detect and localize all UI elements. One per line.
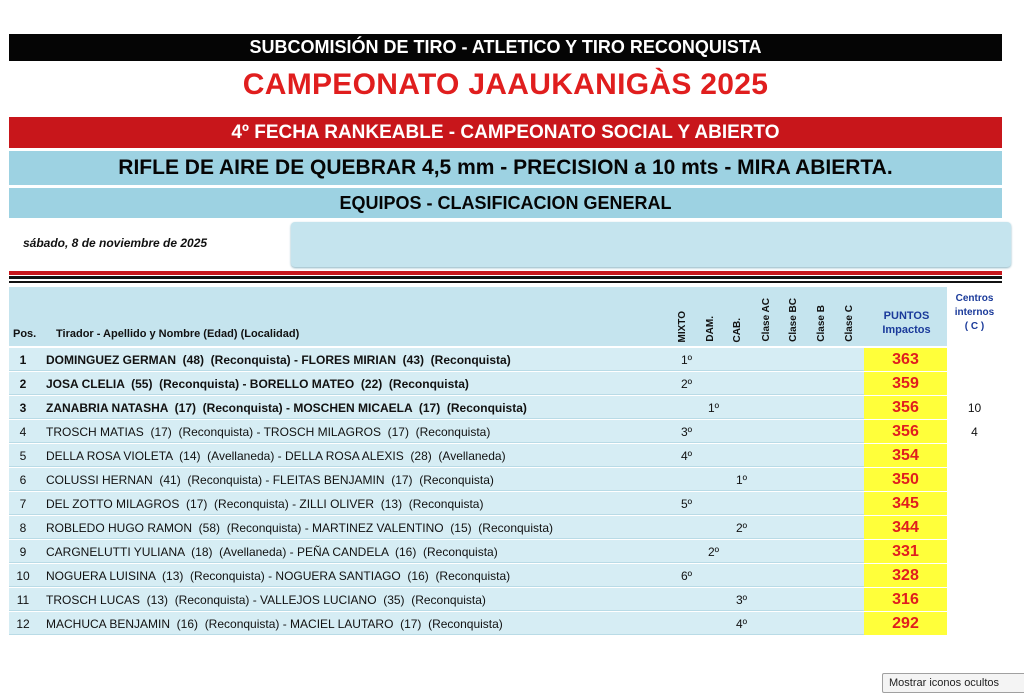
event-date: sábado, 8 de noviembre de 2025 (23, 236, 208, 250)
row-mixto-place: 5º (681, 497, 693, 511)
row-competitors: ZANABRIA NATASHA (17) (Reconquista) - MOSCHEN MICAELA (17) (Reconquista) (46, 401, 527, 415)
table-row (9, 372, 1002, 395)
row-cab-place: 4º (736, 617, 748, 631)
row-points: 331 (864, 540, 947, 563)
table-row (9, 612, 1002, 635)
row-competitors: TROSCH MATIAS (17) (Reconquista) - TROSCH MILAGROS (17) (Reconquista) (46, 425, 491, 439)
header-centros-label: Centros (955, 293, 994, 304)
row-points: 350 (864, 468, 947, 491)
row-competitors: DEL ZOTTO MILAGROS (17) (Reconquista) - ZILLI OLIVER (13) (Reconquista) (46, 497, 484, 511)
results-table (9, 287, 1002, 639)
row-mixto-place: 6º (681, 569, 693, 583)
divider-red (9, 271, 1002, 275)
date-band (9, 222, 1002, 268)
row-position: 11 (16, 593, 30, 607)
row-position: 4 (19, 425, 27, 439)
club-header: SUBCOMISIÓN DE TIRO - ATLETICO Y TIRO RECONQUISTA (9, 34, 1002, 61)
row-position: 3 (19, 401, 27, 415)
row-mixto-place: 1º (681, 353, 693, 367)
header-puntos (866, 306, 947, 346)
row-points: 359 (864, 372, 947, 395)
row-points: 316 (864, 588, 947, 611)
row-position: 2 (19, 377, 27, 391)
table-row (9, 468, 1002, 491)
row-centros: 10 (967, 401, 982, 415)
date-panel (291, 222, 1011, 267)
championship-title: CAMPEONATO JAAUKANIGÀS 2025 (9, 62, 1002, 108)
row-position: 7 (19, 497, 27, 511)
header-c-label: ( C ) (964, 321, 985, 332)
table-row (9, 396, 1002, 419)
table-row (9, 420, 1002, 443)
classification-banner: EQUIPOS - CLASIFICACION GENERAL (9, 188, 1002, 218)
table-row (9, 444, 1002, 467)
header-centros (947, 292, 1002, 334)
row-points: 344 (864, 516, 947, 539)
row-points: 356 (864, 420, 947, 443)
row-competitors: MACHUCA BENJAMIN (16) (Reconquista) - MACIEL LAUTARO (17) (Reconquista) (46, 617, 503, 631)
discipline-banner: RIFLE DE AIRE DE QUEBRAR 4,5 mm - PRECISION a 10 mts - MIRA ABIERTA. (9, 151, 1002, 185)
table-row (9, 516, 1002, 539)
event-round-banner: 4º FECHA RANKEABLE - CAMPEONATO SOCIAL Y ABIERTO (9, 117, 1002, 148)
row-position: 5 (19, 449, 27, 463)
row-competitors: COLUSSI HERNAN (41) (Reconquista) - FLEITAS BENJAMIN (17) (Reconquista) (46, 473, 494, 487)
row-competitors: CARGNELUTTI YULIANA (18) (Avellaneda) - PEÑA CANDELA (16) (Reconquista) (46, 545, 498, 559)
table-row (9, 564, 1002, 587)
show-hidden-icons-button[interactable]: Mostrar iconos ocultos (882, 673, 1024, 693)
header-pos: Pos. (13, 328, 37, 340)
header-cab: CAB. (732, 317, 743, 342)
header-clase-bc: Clase BC (788, 298, 799, 342)
table-row (9, 492, 1002, 515)
header-dam: DAM. (705, 316, 716, 342)
row-mixto-place: 3º (681, 425, 693, 439)
row-position: 8 (19, 521, 27, 535)
header-name: Tirador - Apellido y Nombre (Edad) (Localidad) (56, 328, 300, 340)
divider-black (9, 276, 1002, 279)
row-cab-place: 1º (736, 473, 748, 487)
table-row (9, 588, 1002, 611)
header-internos-label: internos (954, 307, 995, 318)
row-position: 10 (16, 569, 30, 583)
header-puntos-label: PUNTOS (883, 310, 930, 322)
row-points: 345 (864, 492, 947, 515)
row-competitors: DELLA ROSA VIOLETA (14) (Avellaneda) - DELLA ROSA ALEXIS (28) (Avellaneda) (46, 449, 506, 463)
row-points: 328 (864, 564, 947, 587)
header-impactos-label: Impactos (882, 324, 931, 336)
header-clase-c: Clase C (844, 305, 855, 342)
row-mixto-place: 2º (681, 377, 693, 391)
table-row (9, 540, 1002, 563)
row-points: 292 (864, 612, 947, 635)
row-mixto-place: 4º (681, 449, 693, 463)
header-clase-b: Clase B (816, 305, 827, 342)
header-clase-ac: Clase AC (761, 298, 772, 342)
row-competitors: ROBLEDO HUGO RAMON (58) (Reconquista) - MARTINEZ VALENTINO (15) (Reconquista) (46, 521, 554, 535)
row-centros: 4 (971, 425, 978, 439)
row-dam-place: 1º (708, 401, 720, 415)
row-dam-place: 2º (708, 545, 720, 559)
header-mixto: MIXTO (677, 310, 688, 342)
row-position: 12 (16, 617, 30, 631)
row-position: 6 (19, 473, 27, 487)
row-points: 356 (864, 396, 947, 419)
row-competitors: TROSCH LUCAS (13) (Reconquista) - VALLEJOS LUCIANO (35) (Reconquista) (46, 593, 486, 607)
divider-black-thin (9, 281, 1002, 283)
table-header (9, 287, 1002, 346)
row-position: 9 (19, 545, 27, 559)
row-competitors: JOSA CLELIA (55) (Reconquista) - BORELLO MATEO (22) (Reconquista) (46, 377, 469, 391)
row-competitors: NOGUERA LUISINA (13) (Reconquista) - NOGUERA SANTIAGO (16) (Reconquista) (46, 569, 511, 583)
row-position: 1 (19, 353, 27, 367)
row-cab-place: 2º (736, 521, 748, 535)
row-cab-place: 3º (736, 593, 748, 607)
table-row (9, 348, 1002, 371)
row-points: 363 (864, 348, 947, 371)
row-points: 354 (864, 444, 947, 467)
row-competitors: DOMINGUEZ GERMAN (48) (Reconquista) - FLORES MIRIAN (43) (Reconquista) (46, 353, 511, 367)
